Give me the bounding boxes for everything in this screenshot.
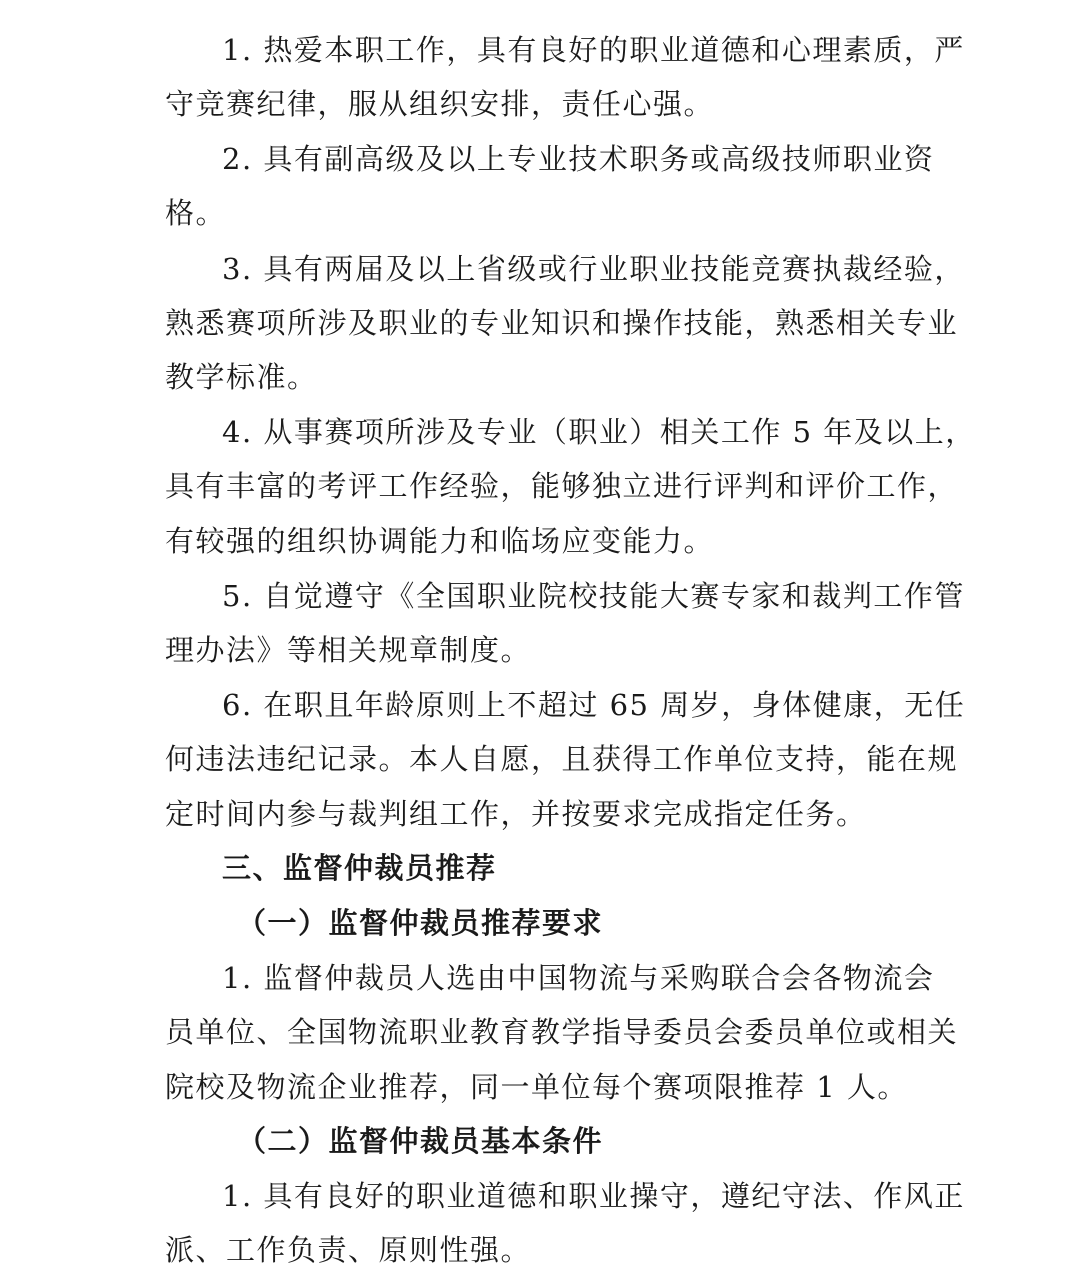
text-line: 2. 具有副高级及以上专业技术职务或高级技师职业资 bbox=[222, 142, 935, 176]
text-line: 院校及物流企业推荐，同一单位每个赛项限推荐 1 人。 bbox=[165, 1070, 908, 1104]
text-line: 派、工作负责、原则性强。 bbox=[165, 1233, 532, 1267]
text-line: 何违法违纪记录。本人自愿，且获得工作单位支持，能在规 bbox=[165, 742, 959, 776]
text-line: 1. 具有良好的职业道德和职业操守，遵纪守法、作风正 bbox=[222, 1179, 965, 1213]
text-line: 4. 从事赛项所涉及专业（职业）相关工作 5 年及以上， bbox=[222, 415, 976, 449]
text-line: 教学标准。 bbox=[165, 360, 318, 394]
subsection-heading: （二）监督仲裁员基本条件 bbox=[237, 1124, 604, 1158]
text-line: 理办法》等相关规章制度。 bbox=[165, 633, 532, 667]
text-line: 1. 监督仲裁员人选由中国物流与采购联合会各物流会 bbox=[222, 961, 935, 995]
text-line: 3. 具有两届及以上省级或行业职业技能竞赛执裁经验， bbox=[222, 252, 965, 286]
text-line: 定时间内参与裁判组工作，并按要求完成指定任务。 bbox=[165, 797, 867, 831]
text-line: 6. 在职且年龄原则上不超过 65 周岁，身体健康，无任 bbox=[222, 688, 966, 722]
section-heading: 三、监督仲裁员推荐 bbox=[222, 851, 497, 885]
subsection-heading: （一）监督仲裁员推荐要求 bbox=[237, 906, 604, 940]
text-line: 员单位、全国物流职业教育教学指导委员会委员单位或相关 bbox=[165, 1015, 959, 1049]
text-line: 格。 bbox=[165, 196, 227, 230]
text-line: 守竞赛纪律，服从组织安排，责任心强。 bbox=[165, 87, 715, 121]
text-line: 1. 热爱本职工作，具有良好的职业道德和心理素质，严 bbox=[222, 33, 965, 67]
text-line: 熟悉赛项所涉及职业的专业知识和操作技能，熟悉相关专业 bbox=[165, 306, 959, 340]
text-line: 有较强的组织协调能力和临场应变能力。 bbox=[165, 524, 715, 558]
text-line: 具有丰富的考评工作经验，能够独立进行评判和评价工作， bbox=[165, 469, 959, 503]
text-line: 5. 自觉遵守《全国职业院校技能大赛专家和裁判工作管 bbox=[222, 579, 965, 613]
